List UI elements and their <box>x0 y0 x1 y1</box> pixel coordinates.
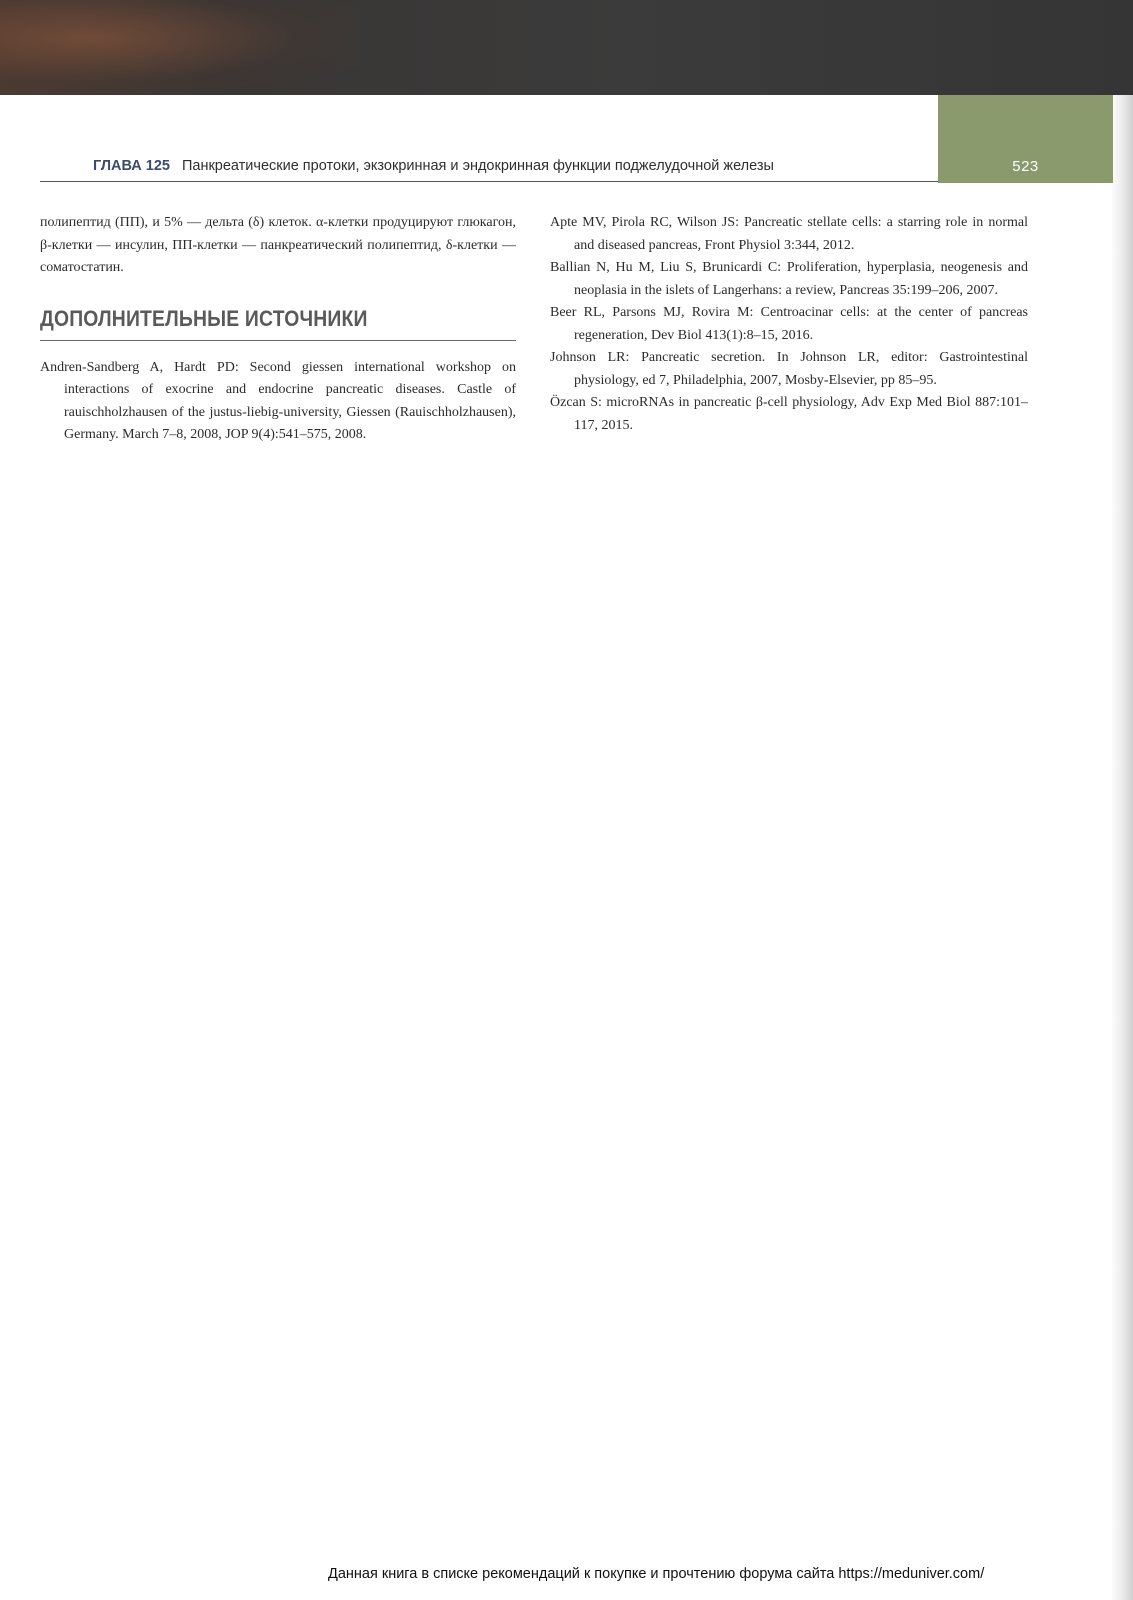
scan-shadow-tint <box>0 0 360 95</box>
section-heading: ДОПОЛНИТЕЛЬНЫЕ ИСТОЧНИКИ <box>40 305 368 331</box>
chapter-title: Панкреатические протоки, экзокринная и эндокринная функции поджелудочной железы <box>181 158 774 174</box>
left-column <box>40 212 516 447</box>
chapter-label: ГЛАВА 125 <box>93 158 170 174</box>
reference-item: Johnson LR: Pancreatic secretion. In Johnson LR, editor: Gastrointestinal physiology, ed 7, Philadelphia, 2007, Mosby-Elsevier, pp 85–95. <box>550 350 1028 388</box>
header-rule <box>40 181 938 182</box>
footer-note: Данная книга в списке рекомендаций к покупке и прочтению форума сайта https://meduniver.com/ <box>328 1566 985 1582</box>
body-paragraph: полипептид (ПП), и 5% — дельта (δ) клеток. α-клетки продуцируют глюкагон, β-клетки — инсулин, ПП-клетки — панкреатический полипептид, δ-клетки — соматостатин. <box>40 215 516 275</box>
reference-item: Andren-Sandberg A, Hardt PD: Second giessen international workshop on interactions of exocrine and endocrine pancreatic diseases. Castle of rauischholzhausen of the justus-liebig-university, Giessen (Rauischholzhausen), Germany. March 7–8, 2008, JOP 9(4):541–575, 2008. <box>40 359 516 442</box>
scan-top-shadow <box>0 0 1133 95</box>
section-rule <box>40 340 516 341</box>
reference-item: Beer RL, Parsons MJ, Rovira M: Centroacinar cells: at the center of pancreas regeneration, Dev Biol 413(1):8–15, 2016. <box>550 305 1028 343</box>
reference-item: Ballian N, Hu M, Liu S, Brunicardi C: Proliferation, hyperplasia, neogenesis and neoplasia in the islets of Langerhans: a review, Pancreas 35:199–206, 2007. <box>550 260 1028 298</box>
page-edge-shadow <box>1111 95 1133 1600</box>
chapter-line <box>93 158 774 174</box>
reference-item: Özcan S: microRNAs in pancreatic β-cell physiology, Adv Exp Med Biol 887:101–117, 2015. <box>550 395 1028 433</box>
page-number: 523 <box>1012 158 1039 175</box>
reference-item: Apte MV, Pirola RC, Wilson JS: Pancreatic stellate cells: a starring role in normal and diseased pancreas, Front Physiol 3:344, 2012. <box>550 215 1028 253</box>
right-column <box>550 212 1028 437</box>
running-header <box>40 95 1113 183</box>
